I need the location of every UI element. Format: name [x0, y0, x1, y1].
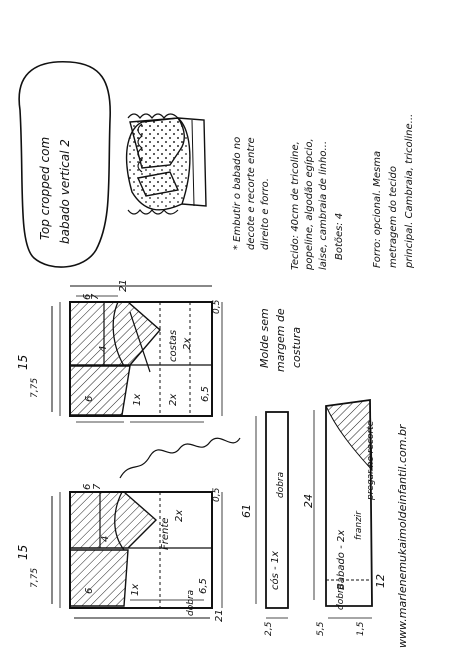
note-embutir-3: direito e forro.: [260, 178, 271, 250]
costas-qty: 2x: [182, 337, 193, 350]
costas-dim-775: 7,75: [30, 377, 40, 398]
cos-width: 2,5: [264, 621, 274, 636]
costas-width: 15: [16, 354, 30, 370]
costas-label: costas: [168, 329, 179, 362]
frente-width: 15: [16, 544, 30, 560]
babado-side: 12: [374, 574, 387, 588]
note-tecido-2: popeline, algodão egípcio,: [304, 138, 315, 270]
note-embutir-2: decote e recorte entre: [246, 137, 257, 250]
frente-dim-05: 0,5: [212, 487, 222, 502]
cos-label: cós - 1x: [270, 550, 281, 590]
babado-h: 1,5: [356, 621, 366, 636]
babado-label: Babado - 2x: [336, 529, 347, 590]
top-illustration: [127, 114, 206, 214]
frente-dim-775: 7,75: [30, 567, 40, 588]
costas-dim-65: 6,5: [200, 386, 211, 402]
frente-dim-7: 7: [92, 483, 103, 490]
frente-dim-6b: 6: [84, 587, 95, 594]
frente-dim-21: 21: [214, 609, 225, 622]
note-forro-1: Forro: opcional. Mesma: [372, 150, 383, 268]
costas-dim-6: 6: [82, 293, 93, 300]
note-embutir-1: * Embutir o babado no: [232, 136, 243, 250]
costas-dim-1x: 1x: [132, 393, 143, 406]
costas-dim-7: 7: [90, 293, 101, 300]
babado-dobra: dobra: [336, 583, 346, 610]
cos-length: 61: [240, 504, 253, 518]
frente-qty-inner: 1x: [130, 583, 141, 596]
frente-piece: [52, 492, 222, 618]
note-forro-3: principal. Cambraia, tricoline...: [404, 113, 415, 268]
costas-dim-05: 0,5: [212, 299, 222, 314]
babado-pregar: pregar no recorte: [366, 420, 376, 500]
no-margin-note-3: costura: [290, 326, 303, 368]
costas-dim-21: 21: [118, 279, 129, 292]
costas-dim-4: 4: [98, 345, 109, 352]
note-forro-2: metragem do tecido: [388, 166, 399, 268]
babado-length: 24: [302, 494, 315, 508]
note-botoes: Botões: 4: [334, 212, 345, 260]
title-line-2: babado vertical 2: [58, 139, 72, 244]
signature-mark: [120, 438, 240, 478]
website-text: www.marlenemukaimoldeinfantil.com.br: [396, 424, 409, 648]
title-line-1: Top cropped com: [38, 136, 52, 240]
frente-dim-65: 6,5: [198, 578, 209, 594]
frente-dim-4: 4: [100, 535, 111, 542]
costas-dim-6b: 6: [84, 395, 95, 402]
babado-franzir: franzir: [354, 510, 364, 540]
no-margin-note-2: margem de: [274, 308, 287, 372]
no-margin-note-1: Molde sem: [258, 308, 271, 368]
note-tecido-3: laise, cambraia de linho...: [318, 140, 329, 270]
cos-dobra: dobra: [276, 471, 286, 498]
frente-label: Frente: [160, 517, 171, 550]
babado-width: 5,5: [316, 621, 326, 636]
costas-qty-inner: 2x: [168, 393, 179, 406]
frente-dobra: dobra: [186, 589, 196, 616]
note-tecido-1: Tecido: 40cm de tricoline,: [290, 141, 301, 270]
frente-qty: 2x: [174, 509, 185, 522]
frente-dim-6: 6: [82, 483, 93, 490]
